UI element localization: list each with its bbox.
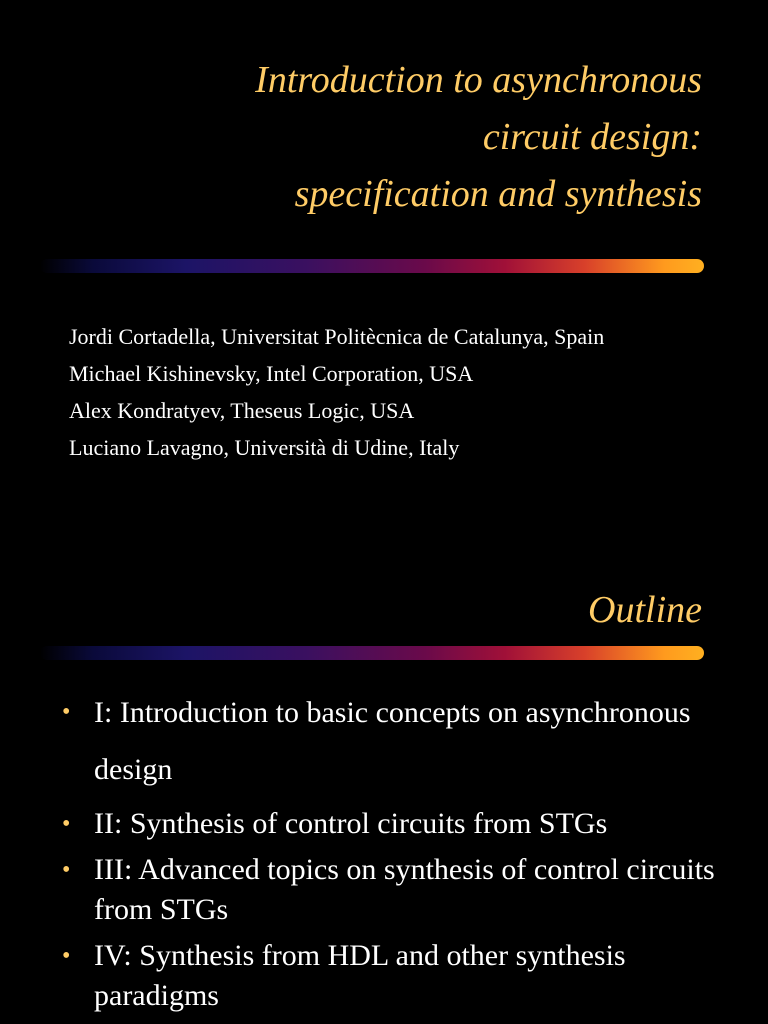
outline-item <box>62 936 722 1016</box>
gradient-divider <box>40 646 704 660</box>
title-line-2: circuit design: <box>482 116 702 158</box>
outline-item <box>62 692 722 798</box>
outline-heading: Outline <box>588 589 702 631</box>
author-item: Alex Kondratyev, Theseus Logic, USA <box>69 398 415 423</box>
outline-item <box>62 804 722 844</box>
bullet-icon: • <box>62 699 71 725</box>
author-item: Jordi Cortadella, Universitat Politècnica de Catalunya, Spain <box>69 324 605 349</box>
bullet-icon: • <box>62 811 71 837</box>
author-item: Luciano Lavagno, Università di Udine, Italy <box>69 435 460 460</box>
slide-title <box>62 52 702 223</box>
outline-item-text: III: Advanced topics on synthesis of control circuits from STGs <box>94 853 715 926</box>
outline-item <box>62 850 722 930</box>
outline-item-text: I: Introduction to basic concepts on asynchronous design <box>94 696 691 786</box>
outline-item-text: IV: Synthesis from HDL and other synthesis paradigms <box>94 939 626 1012</box>
bullet-icon: • <box>62 943 71 969</box>
title-line-1: Introduction to asynchronous <box>255 59 702 101</box>
title-line-3: specification and synthesis <box>294 173 702 215</box>
author-list <box>69 318 604 466</box>
author-item: Michael Kishinevsky, Intel Corporation, USA <box>69 361 474 386</box>
gradient-divider <box>40 259 704 273</box>
outline-list <box>62 692 722 1022</box>
bullet-icon: • <box>62 857 71 883</box>
outline-item-text: II: Synthesis of control circuits from STGs <box>94 807 608 840</box>
